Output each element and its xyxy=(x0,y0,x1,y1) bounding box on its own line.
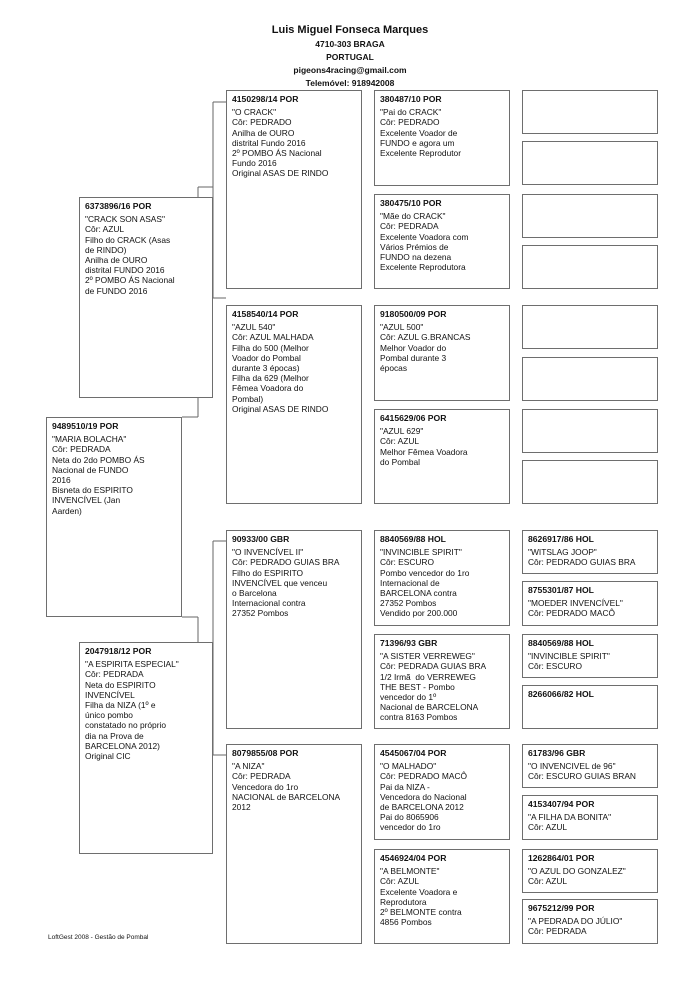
pigeon-card-sire-dam xyxy=(226,305,362,504)
detail-line: "Pai do CRACK" xyxy=(380,107,442,118)
detail-line: épocas xyxy=(380,363,408,374)
pigeon-card-gen3-8 xyxy=(374,849,510,944)
detail-line: 27352 Pombos xyxy=(232,608,289,619)
detail-line: constatado no próprio xyxy=(85,720,167,731)
detail-line: durante 3 épocas) xyxy=(232,363,300,374)
ring-number: 6373896/16 POR xyxy=(85,201,152,211)
detail-line: "A NIZA" xyxy=(232,761,265,772)
detail-line: único pombo xyxy=(85,710,133,721)
detail-line: Côr: AZUL xyxy=(528,822,568,833)
detail-line: "O MALHADO" xyxy=(380,761,437,772)
detail-line: "AZUL 629" xyxy=(380,426,424,437)
detail-line: INVENCÍVEL (Jan xyxy=(52,495,121,506)
detail-line: Côr: PEDRADA xyxy=(85,669,144,680)
pigeon-card-gen4-empty xyxy=(522,409,658,453)
ring-number: 8626917/86 HOL xyxy=(528,534,594,544)
pigeon-card-gen4-12 xyxy=(522,685,658,729)
detail-line: Original CIC xyxy=(85,751,131,762)
ring-number: 8755301/87 HOL xyxy=(528,585,594,595)
detail-line: Vários Prémios de xyxy=(380,241,449,252)
ring-number: 4153407/94 POR xyxy=(528,799,595,809)
ring-number: 9675212/99 POR xyxy=(528,903,595,913)
detail-line: 2º BELMONTE contra xyxy=(380,907,462,918)
detail-line: BARCELONA contra xyxy=(380,588,457,599)
pigeon-card-gen3-6 xyxy=(374,634,510,729)
detail-line: Côr: PEDRADO xyxy=(380,117,440,128)
detail-line: Côr: PEDRADA xyxy=(232,771,291,782)
detail-line: de BARCELONA 2012 xyxy=(380,802,464,813)
pigeon-card-gen4-14 xyxy=(522,795,658,840)
detail-line: Excelente Reprodutora xyxy=(380,262,466,273)
breeder-phone: Telemóvel: 918942008 xyxy=(305,78,395,88)
pigeon-card-gen4-empty xyxy=(522,141,658,185)
detail-line: Vencedora do 1ro xyxy=(232,781,299,792)
detail-line: Anilha de OURO xyxy=(85,255,148,266)
detail-line: Filha do 500 (Melhor xyxy=(232,342,309,353)
breeder-name: Luis Miguel Fonseca Marques xyxy=(271,24,429,36)
detail-line: Filho do CRACK (Asas xyxy=(85,234,171,245)
ring-number: 1262864/01 POR xyxy=(528,853,595,863)
detail-line: Côr: AZUL xyxy=(528,876,568,887)
detail-line: Pombo vencedor do 1ro xyxy=(380,567,470,578)
ring-number: 8266066/82 HOL xyxy=(528,689,594,699)
detail-line: o Barcelona xyxy=(232,588,277,599)
detail-line: Pai da NIZA - xyxy=(380,781,430,792)
detail-line: Neta do ESPIRITO xyxy=(85,679,156,690)
detail-line: Voador do Pombal xyxy=(232,352,301,363)
pigeon-card-sire-sire xyxy=(226,90,362,289)
pigeon-card-gen4-15 xyxy=(522,849,658,893)
detail-line: Côr: PEDRADA xyxy=(528,926,587,937)
pigeon-card-dam-dam xyxy=(226,744,362,944)
detail-line: "AZUL 500" xyxy=(380,322,424,333)
detail-line: Internacional contra xyxy=(232,598,306,609)
ring-number: 380487/10 POR xyxy=(380,94,442,104)
ring-number: 6415629/06 POR xyxy=(380,413,447,423)
detail-line: 2º POMBO ÁS Nacional xyxy=(85,275,175,286)
detail-line: Côr: PEDRADO MACÔ xyxy=(380,771,468,782)
detail-line: Excelente Voadora e xyxy=(380,886,458,897)
detail-line: do Pombal xyxy=(380,456,421,467)
detail-line: INVENCÍVEL xyxy=(85,689,135,700)
detail-line: Côr: AZUL xyxy=(85,224,125,235)
pigeon-card-gen4-empty xyxy=(522,305,658,349)
detail-line: Côr: PEDRADA GUIAS BRA xyxy=(380,661,487,672)
detail-line: Original ASAS DE RINDO xyxy=(232,403,329,414)
detail-line: Vendido por 200.000 xyxy=(380,608,458,619)
detail-line: Fundo 2016 xyxy=(232,158,277,169)
detail-line: Côr: PEDRADO GUIAS BRA xyxy=(232,557,340,568)
detail-line: INVENCÍVEL que venceu xyxy=(232,577,328,588)
detail-line: contra 8163 Pombos xyxy=(380,712,458,723)
ring-number: 2047918/12 POR xyxy=(85,646,152,656)
detail-line: Côr: PEDRADA xyxy=(52,444,111,455)
detail-line: distrital FUNDO 2016 xyxy=(85,265,165,276)
detail-line: "INVINCIBLE SPIRIT" xyxy=(528,651,610,662)
pigeon-card-gen4-16 xyxy=(522,899,658,944)
detail-line: vencedor do 1º xyxy=(380,692,437,703)
detail-line: Excelente Voadora com xyxy=(380,231,469,242)
detail-line: "A ESPIRITA ESPECIAL" xyxy=(85,659,179,670)
detail-line: Reprodutora xyxy=(380,896,427,907)
detail-line: Vencedora do Nacional xyxy=(380,791,467,802)
detail-line: Côr: PEDRADO MACÔ xyxy=(528,608,616,619)
detail-line: Côr: ESCURO GUIAS BRAN xyxy=(528,771,636,782)
detail-line: Filho do ESPIRITO xyxy=(232,567,304,578)
ring-number: 4546924/04 POR xyxy=(380,853,447,863)
detail-line: "O CRACK" xyxy=(232,107,277,118)
detail-line: "A PEDRADA DO JÚLIO" xyxy=(528,916,623,927)
detail-line: de FUNDO 2016 xyxy=(85,285,148,296)
detail-line: Original ASAS DE RINDO xyxy=(232,168,329,179)
detail-line: Nacional de FUNDO xyxy=(52,464,129,475)
breeder-country: PORTUGAL xyxy=(326,52,374,62)
detail-line: "A SISTER VERREWEG" xyxy=(380,651,475,662)
detail-line: Côr: AZUL xyxy=(380,436,420,447)
detail-line: "O INVENCÍVEL II" xyxy=(232,547,304,558)
detail-line: "O AZUL DO GONZALEZ" xyxy=(528,866,626,877)
pigeon-card-gen4-empty xyxy=(522,194,658,238)
ring-number: 380475/10 POR xyxy=(380,198,442,208)
ring-number: 8079855/08 POR xyxy=(232,748,299,758)
detail-line: FUNDO na dezena xyxy=(380,252,452,263)
detail-line: "MARIA BOLACHA" xyxy=(52,434,127,445)
detail-line: Melhor Fêmea Voadora xyxy=(380,446,468,457)
detail-line: distrital Fundo 2016 xyxy=(232,137,306,148)
detail-line: de RINDO) xyxy=(85,244,127,255)
detail-line: Melhor Voador do xyxy=(380,342,447,353)
pigeon-card-gen4-11 xyxy=(522,634,658,678)
ring-number: 4158540/14 POR xyxy=(232,309,299,319)
pigeon-card-gen3-7 xyxy=(374,744,510,840)
pigeon-card-gen4-13 xyxy=(522,744,658,788)
detail-line: BARCELONA 2012) xyxy=(85,740,160,751)
pigeon-card-sire xyxy=(79,197,213,398)
ring-number: 9180500/09 POR xyxy=(380,309,447,319)
detail-line: Pai do 8065906 xyxy=(380,812,439,823)
detail-line: Côr: AZUL MALHADA xyxy=(232,332,314,343)
detail-line: Côr: PEDRADO GUIAS BRA xyxy=(528,557,636,568)
ring-number: 4545067/04 POR xyxy=(380,748,447,758)
breeder-postal: 4710-303 BRAGA xyxy=(315,39,385,49)
detail-line: NACIONAL de BARCELONA xyxy=(232,791,341,802)
detail-line: "A FILHA DA BONITA" xyxy=(528,812,612,823)
detail-line: Pombal durante 3 xyxy=(380,352,447,363)
pigeon-card-gen3-5 xyxy=(374,530,510,626)
detail-line: 2º POMBO ÁS Nacional xyxy=(232,148,322,159)
pigeon-card-dam-sire xyxy=(226,530,362,729)
breeder-email: pigeons4racing@gmail.com xyxy=(293,65,407,75)
pigeon-card-gen3-3 xyxy=(374,305,510,401)
detail-line: FUNDO e agora um xyxy=(380,137,455,148)
pigeon-card-gen3-2 xyxy=(374,194,510,289)
detail-line: "INVINCIBLE SPIRIT" xyxy=(380,547,462,558)
software-footer: LoftGest 2008 - Gestão de Pombal xyxy=(48,934,149,941)
pigeon-card-gen4-10 xyxy=(522,581,658,626)
pigeon-card-subject xyxy=(46,417,182,617)
detail-line: "A BELMONTE" xyxy=(380,866,440,877)
detail-line: Pombal) xyxy=(232,393,264,404)
pigeon-card-gen4-9 xyxy=(522,530,658,574)
detail-line: Aarden) xyxy=(52,505,82,516)
ring-number: 9489510/19 POR xyxy=(52,421,119,431)
detail-line: 1/2 Irmã do VERREWEG xyxy=(380,671,476,682)
detail-line: Filha da 629 (Melhor xyxy=(232,373,309,384)
detail-line: Excelente Reprodutor xyxy=(380,148,462,159)
ring-number: 8840569/88 HOL xyxy=(380,534,446,544)
detail-line: "MOEDER INVENCÍVEL" xyxy=(528,598,623,609)
detail-line: dia na Prova de xyxy=(85,730,144,741)
detail-line: "O INVENCIVEL de 96" xyxy=(528,761,616,772)
detail-line: "AZUL 540" xyxy=(232,322,276,333)
detail-line: Excelente Voador de xyxy=(380,127,458,138)
detail-line: THE BEST - Pombo xyxy=(380,681,455,692)
ring-number: 8840569/88 HOL xyxy=(528,638,594,648)
detail-line: Côr: PEDRADO xyxy=(232,117,292,128)
ring-number: 61783/96 GBR xyxy=(528,748,586,758)
ring-number: 4150298/14 POR xyxy=(232,94,299,104)
detail-line: Internacional de xyxy=(380,577,440,588)
pigeon-card-dam xyxy=(79,642,213,854)
detail-line: Nacional de BARCELONA xyxy=(380,702,479,713)
pigeon-card-gen4-empty xyxy=(522,460,658,504)
detail-line: "WITSLAG JOOP" xyxy=(528,547,597,558)
detail-line: "Mãe do CRACK" xyxy=(380,211,446,222)
detail-line: Fêmea Voadora do xyxy=(232,383,304,394)
detail-line: Filha da NIZA (1º e xyxy=(85,700,156,711)
pigeon-card-gen4-empty xyxy=(522,90,658,134)
detail-line: Côr: ESCURO xyxy=(528,661,582,672)
detail-line: 27352 Pombos xyxy=(380,598,437,609)
pigeon-card-gen3-1 xyxy=(374,90,510,186)
detail-line: Anilha de OURO xyxy=(232,127,295,138)
detail-line: Côr: AZUL xyxy=(380,876,420,887)
detail-line: 4856 Pombos xyxy=(380,917,432,928)
detail-line: Côr: AZUL G.BRANCAS xyxy=(380,332,471,343)
detail-line: Neta do 2do POMBO ÁS xyxy=(52,454,145,465)
pigeon-card-gen4-empty xyxy=(522,357,658,401)
detail-line: vencedor do 1ro xyxy=(380,822,441,833)
ring-number: 71396/93 GBR xyxy=(380,638,438,648)
pigeon-card-gen3-4 xyxy=(374,409,510,504)
detail-line: 2016 xyxy=(52,475,71,486)
detail-line: Bisneta do ESPIRITO xyxy=(52,485,133,496)
pigeon-card-gen4-empty xyxy=(522,245,658,289)
detail-line: Côr: ESCURO xyxy=(380,557,434,568)
ring-number: 90933/00 GBR xyxy=(232,534,290,544)
detail-line: 2012 xyxy=(232,802,251,813)
detail-line: Côr: PEDRADA xyxy=(380,221,439,232)
detail-line: "CRACK SON ASAS" xyxy=(85,214,165,225)
